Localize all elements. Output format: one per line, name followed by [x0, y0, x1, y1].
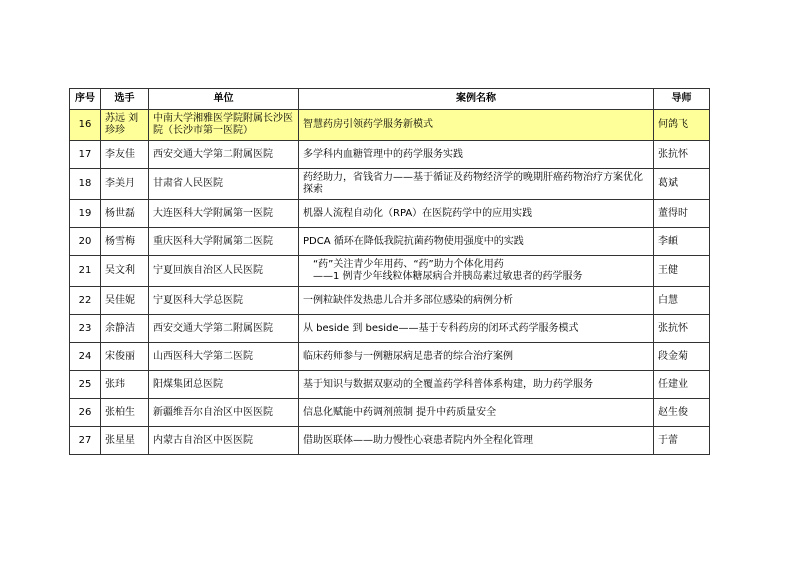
row-player: 余静洁 [101, 315, 149, 343]
row-unit: 中南大学湘雅医学院附属长沙医院（长沙市第一医院） [149, 110, 299, 141]
row-no: 23 [70, 315, 101, 343]
row-unit: 内蒙古自治区中医医院 [149, 427, 299, 455]
row-mentor: 任建业 [654, 371, 710, 399]
case-title: 基于知识与数据双驱动的全覆盖药学科普体系构建，助力药学服务 [303, 378, 593, 390]
row-player: 苏远 刘珍珍 [101, 110, 149, 141]
row-mentor: 王健 [654, 256, 710, 287]
case-title: 智慧药房引领药学服务新模式 [303, 119, 433, 130]
row-player: 李友佳 [101, 141, 149, 169]
table-row [70, 371, 710, 399]
case-title: 借助医联体——助力慢性心衰患者院内外全程化管理 [303, 434, 533, 446]
row-mentor: 张抗怀 [654, 141, 710, 169]
row-no: 18 [70, 169, 101, 200]
row-mentor: 段金菊 [654, 343, 710, 371]
header-no: 序号 [70, 89, 101, 110]
case-table [69, 88, 710, 455]
table-row [70, 256, 710, 287]
row-unit: 阳煤集团总医院 [149, 371, 299, 399]
row-no: 25 [70, 371, 101, 399]
row-unit: 大连医科大学附属第一医院 [149, 200, 299, 228]
case-title: PDCA 循环在降低我院抗菌药物使用强度中的实践 [303, 235, 524, 247]
row-case [299, 287, 654, 315]
row-case [299, 110, 654, 141]
row-unit: 甘肃省人民医院 [149, 169, 299, 200]
header-row [70, 89, 710, 110]
row-unit: 西安交通大学第二附属医院 [149, 315, 299, 343]
row-player: 吴佳妮 [101, 287, 149, 315]
row-unit: 宁夏回族自治区人民医院 [149, 256, 299, 287]
header-player: 选手 [101, 89, 149, 110]
row-mentor: 葛斌 [654, 169, 710, 200]
case-title: 多学科内血糖管理中的药学服务实践 [303, 148, 463, 160]
table-row [70, 228, 710, 256]
row-case [299, 343, 654, 371]
header-unit: 单位 [149, 89, 299, 110]
row-mentor: 李頔 [654, 228, 710, 256]
row-no: 20 [70, 228, 101, 256]
row-case [299, 399, 654, 427]
row-unit: 山西医科大学第二医院 [149, 343, 299, 371]
row-player: 张玮 [101, 371, 149, 399]
row-no: 27 [70, 427, 101, 455]
case-title: 临床药师参与一例糖尿病足患者的综合治疗案例 [303, 350, 513, 362]
row-mentor: 张抗怀 [654, 315, 710, 343]
row-player: 宋俊丽 [101, 343, 149, 371]
header-case: 案例名称 [299, 89, 654, 110]
row-mentor: 何鸽飞 [654, 110, 710, 141]
row-case [299, 228, 654, 256]
row-player: 张星星 [101, 427, 149, 455]
row-case [299, 200, 654, 228]
table-row [70, 287, 710, 315]
table-row [70, 169, 710, 200]
table-row [70, 200, 710, 228]
row-mentor: 白慧 [654, 287, 710, 315]
row-case [299, 141, 654, 169]
header-mentor: 导师 [654, 89, 710, 110]
row-unit: 重庆医科大学附属第二医院 [149, 228, 299, 256]
row-no: 19 [70, 200, 101, 228]
row-player: 张柏生 [101, 399, 149, 427]
row-case [299, 371, 654, 399]
table-row [70, 110, 710, 141]
row-unit: 西安交通大学第二附属医院 [149, 141, 299, 169]
row-case [299, 427, 654, 455]
row-no: 17 [70, 141, 101, 169]
row-case [299, 256, 654, 287]
row-no: 16 [70, 110, 101, 141]
row-case [299, 169, 654, 200]
case-title: “药”关注青少年用药、“药”助力个体化用药 [313, 259, 504, 270]
row-mentor: 董得时 [654, 200, 710, 228]
row-unit: 新疆维吾尔自治区中医医院 [149, 399, 299, 427]
table-row [70, 315, 710, 343]
row-player: 杨世磊 [101, 200, 149, 228]
table-body [70, 110, 710, 455]
table-row [70, 141, 710, 169]
case-subtitle: ——1 例青少年线粒体糖尿病合并胰岛素过敏患者的药学服务 [313, 271, 583, 282]
row-player: 李美月 [101, 169, 149, 200]
row-mentor: 赵生俊 [654, 399, 710, 427]
case-title: 机器人流程自动化（RPA）在医院药学中的应用实践 [303, 207, 533, 219]
row-no: 24 [70, 343, 101, 371]
case-title: 药经助力，省钱省力——基于循证及药物经济学的晚期肝癌药物治疗方案优化探索 [303, 172, 643, 195]
case-title: 信息化赋能中药调剂煎制 提升中药质量安全 [303, 406, 497, 418]
row-unit: 宁夏医科大学总医院 [149, 287, 299, 315]
case-title: 一例粒缺伴发热患儿合并多部位感染的病例分析 [303, 294, 513, 306]
row-no: 22 [70, 287, 101, 315]
row-no: 26 [70, 399, 101, 427]
row-no: 21 [70, 256, 101, 287]
row-player: 吴文利 [101, 256, 149, 287]
table-row [70, 427, 710, 455]
case-title: 从 beside 到 beside——基于专科药房的闭环式药学服务模式 [303, 322, 579, 334]
row-case [299, 315, 654, 343]
row-mentor: 于蕾 [654, 427, 710, 455]
row-player: 杨雪梅 [101, 228, 149, 256]
table-row [70, 343, 710, 371]
table-row [70, 399, 710, 427]
